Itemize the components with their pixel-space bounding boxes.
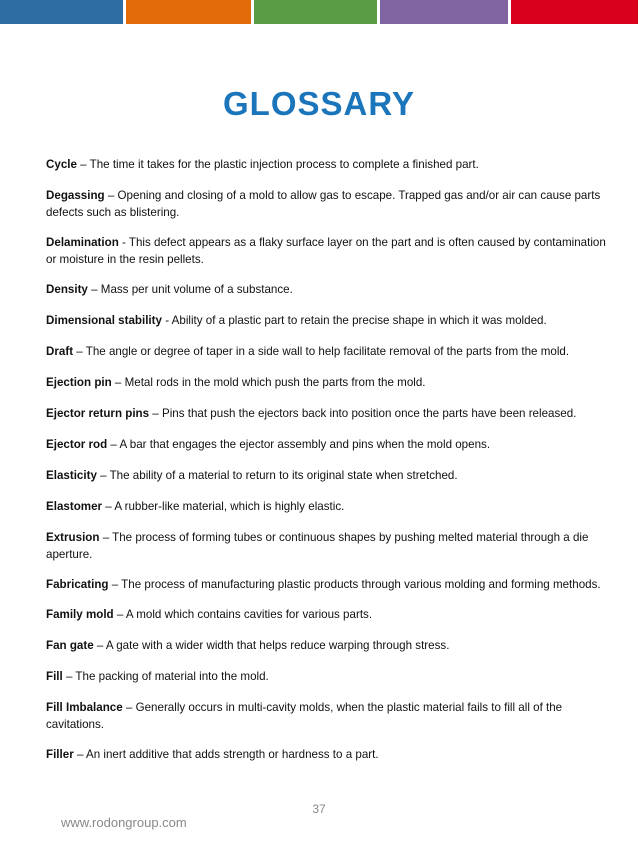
glossary-term: Dimensional stability [46, 314, 162, 327]
glossary-definition: – Opening and closing of a mold to allow gas to escape. Trapped gas and/or air can cause parts defects such as blistering. [46, 189, 601, 219]
glossary-entry-density [46, 281, 606, 298]
page-number: 37 [312, 802, 326, 816]
glossary-entry-family-mold [46, 606, 606, 623]
glossary-definition: – The packing of material into the mold. [62, 670, 269, 683]
glossary-term: Density [46, 283, 88, 296]
glossary-term: Ejector return pins [46, 407, 150, 420]
glossary-list [46, 156, 606, 777]
glossary-term: Draft [46, 345, 74, 358]
glossary-term: Ejection pin [46, 376, 112, 389]
glossary-definition: – Pins that push the ejectors back into position once the parts have been released. [149, 407, 577, 420]
glossary-definition: – A mold which contains cavities for various parts. [113, 608, 373, 621]
glossary-definition: – A rubber-like material, which is highly elastic. [102, 500, 345, 513]
glossary-entry-degassing [46, 187, 606, 221]
glossary-definition: – Metal rods in the mold which push the parts from the mold. [111, 376, 426, 389]
glossary-entry-elasticity [46, 467, 606, 484]
glossary-term: Elasticity [46, 469, 97, 482]
glossary-definition: – The angle or degree of taper in a side wall to help facilitate removal of the parts from the mold. [73, 345, 570, 358]
color-bar-segment-blue [0, 0, 126, 24]
color-bar-segment-purple [380, 0, 511, 24]
color-bar-segment-orange [126, 0, 254, 24]
glossary-term: Filler [46, 748, 74, 761]
glossary-entry-elastomer [46, 498, 606, 515]
header-color-bar [0, 0, 638, 24]
glossary-term: Extrusion [46, 531, 100, 544]
glossary-entry-extrusion [46, 529, 606, 563]
glossary-definition: - This defect appears as a flaky surface layer on the part and is often caused by contamination or moisture in the resin pellets. [46, 236, 606, 266]
glossary-definition: – The ability of a material to return to its original state when stretched. [96, 469, 458, 482]
glossary-entry-ejector-return-pins [46, 405, 606, 422]
glossary-term: Ejector rod [46, 438, 108, 451]
glossary-definition: – Mass per unit volume of a substance. [87, 283, 293, 296]
glossary-definition: - Ability of a plastic part to retain the precise shape in which it was molded. [161, 314, 547, 327]
glossary-entry-fan-gate [46, 637, 606, 654]
glossary-definition: – Generally occurs in multi-cavity molds, when the plastic material fails to fill all of the cavitations. [46, 701, 563, 731]
glossary-term: Fabricating [46, 578, 109, 591]
website-url: www.rodongroup.com [61, 815, 187, 830]
glossary-term: Delamination [46, 236, 119, 249]
glossary-definition: – An inert additive that adds strength or hardness to a part. [73, 748, 379, 761]
glossary-entry-fabricating [46, 576, 606, 593]
glossary-entry-draft [46, 343, 606, 360]
glossary-term: Family mold [46, 608, 114, 621]
glossary-term: Degassing [46, 189, 105, 202]
glossary-definition: – A bar that engages the ejector assembly and pins when the mold opens. [107, 438, 491, 451]
glossary-definition: – The process of forming tubes or continuous shapes by pushing melted material through a die aperture. [46, 531, 589, 561]
glossary-entry-fill-imbalance [46, 699, 606, 733]
glossary-entry-cycle [46, 156, 606, 173]
glossary-term: Fill [46, 670, 63, 683]
glossary-term: Cycle [46, 158, 77, 171]
glossary-entry-ejection-pin [46, 374, 606, 391]
page-title: GLOSSARY [223, 85, 415, 122]
glossary-entry-ejector-rod [46, 436, 606, 453]
color-bar-segment-red [511, 0, 638, 24]
glossary-term: Elastomer [46, 500, 103, 513]
color-bar-segment-green [254, 0, 380, 24]
glossary-entry-fill [46, 668, 606, 685]
glossary-definition: – The process of manufacturing plastic products through various molding and forming methods. [108, 578, 601, 591]
glossary-term: Fan gate [46, 639, 94, 652]
glossary-entry-dimensional-stability [46, 312, 606, 329]
glossary-term: Fill Imbalance [46, 701, 123, 714]
glossary-entry-filler [46, 746, 606, 763]
glossary-entry-delamination [46, 234, 606, 268]
glossary-definition: – The time it takes for the plastic injection process to complete a finished part. [76, 158, 479, 171]
glossary-definition: – A gate with a wider width that helps reduce warping through stress. [93, 639, 450, 652]
